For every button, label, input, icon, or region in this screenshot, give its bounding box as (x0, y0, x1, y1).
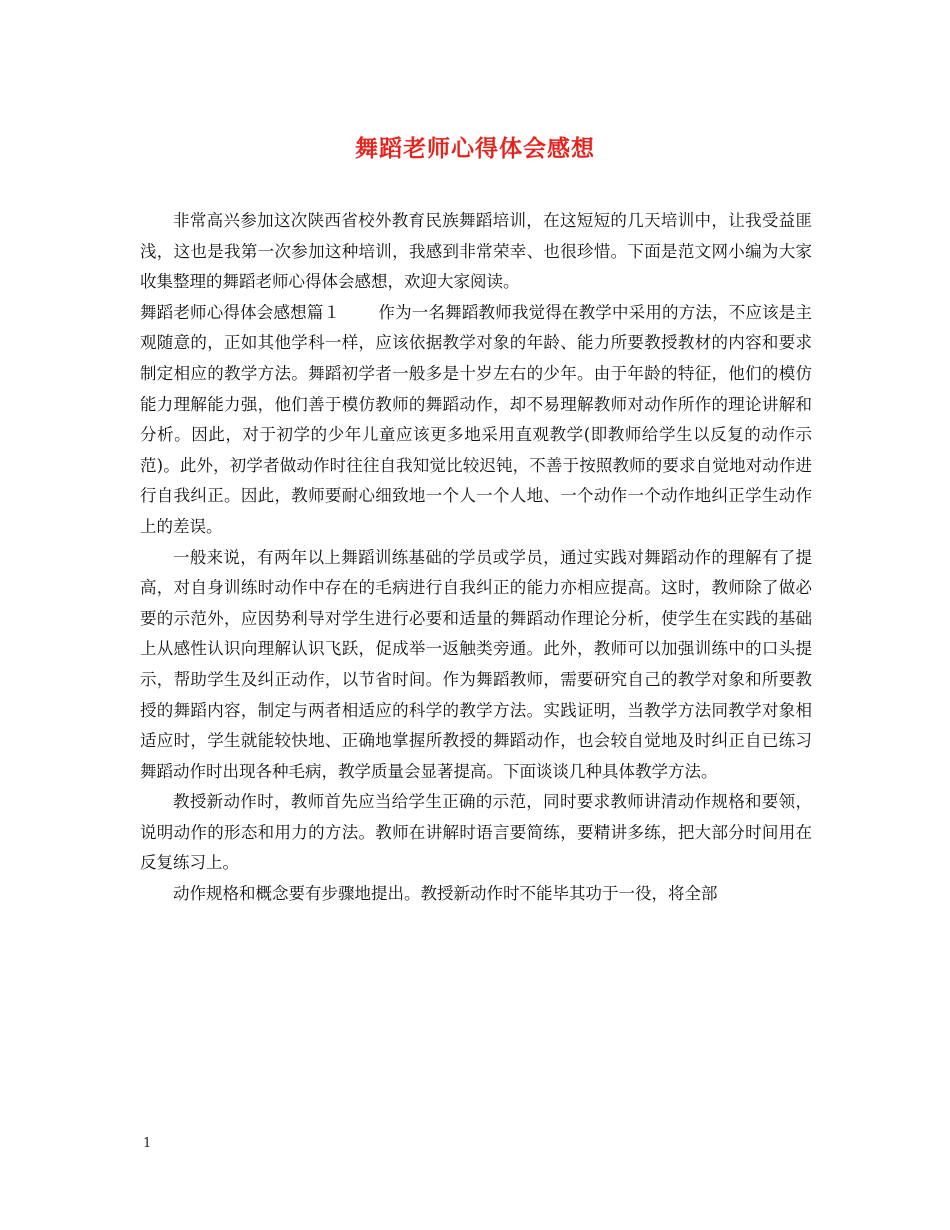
section-paragraph (140, 298, 812, 543)
body-paragraph-3: 动作规格和概念要有步骤地提出。教授新动作时不能毕其功于一役，将全部 (173, 884, 718, 904)
page-number: 1 (143, 1136, 152, 1151)
section-heading: 舞蹈老师心得体会感想篇１ (140, 302, 341, 322)
document-body (140, 206, 812, 910)
section-first-text: 作为一名舞蹈教师我觉得在教学中采用的方法，不应该是主观随意的，正如其他学科一样，应该依据教学对象的年龄、能力所要教授教材的内容和要求制定相应的教学方法。舞蹈初学者一般多是十岁左右的少年。由于年龄的特征，他们的模仿能力理解能力强，他们善于模仿教师的舞蹈动作，却不易理解教师对动作所作的理论讲解和分析。因此，对于初学的少年儿童应该更多地采用直观教学(即教师给学生以反复的动作示范)。此外，初学者做动作时往往自我知觉比较迟钝，不善于按照教师的要求自觉地对动作进行自我纠正。因此，教师要耐心细致地一个人一个人地、一个动作一个动作地纠正学生动作上的差误。 (140, 302, 813, 536)
body-paragraph-2: 教授新动作时，教师首先应当给学生正确的示范，同时要求教师讲清动作规格和要领，说明动作的形态和用力的方法。教师在讲解时语言要简练，要精讲多练，把大部分时间用在反复练习上。 (140, 792, 812, 873)
intro-paragraph: 非常高兴参加这次陕西省校外教育民族舞蹈培训，在这短短的几天培训中，让我受益匪浅，这也是我第一次参加这种培训，我感到非常荣幸、也很珍惜。下面是范文网小编为大家收集整理的舞蹈老师心得体会感想，欢迎大家阅读。 (140, 211, 812, 292)
body-paragraph-1: 一般来说，有两年以上舞蹈训练基础的学员或学员，通过实践对舞蹈动作的理解有了提高，对自身训练时动作中存在的毛病进行自我纠正的能力亦相应提高。这时，教师除了做必要的示范外，应因势利导对学生进行必要和适量的舞蹈动作理论分析，使学生在实践的基础上从感性认识向理解认识飞跃，促成举一返触类旁通。此外，教师可以加强训练中的口头提示，帮助学生及纠正动作，以节省时间。作为舞蹈教师，需要研究自己的教学对象和所要教授的舞蹈内容，制定与两者相适应的科学的教学方法。实践证明，当教学方法同教学对象相适应时，学生就能较快地、正确地掌握所教授的舞蹈动作，也会较自觉地及时纠正自已练习舞蹈动作时出现各种毛病，教学质量会显著提高。下面谈谈几种具体教学方法。 (140, 547, 812, 781)
document-title: 舞蹈老师心得体会感想 (355, 135, 595, 162)
